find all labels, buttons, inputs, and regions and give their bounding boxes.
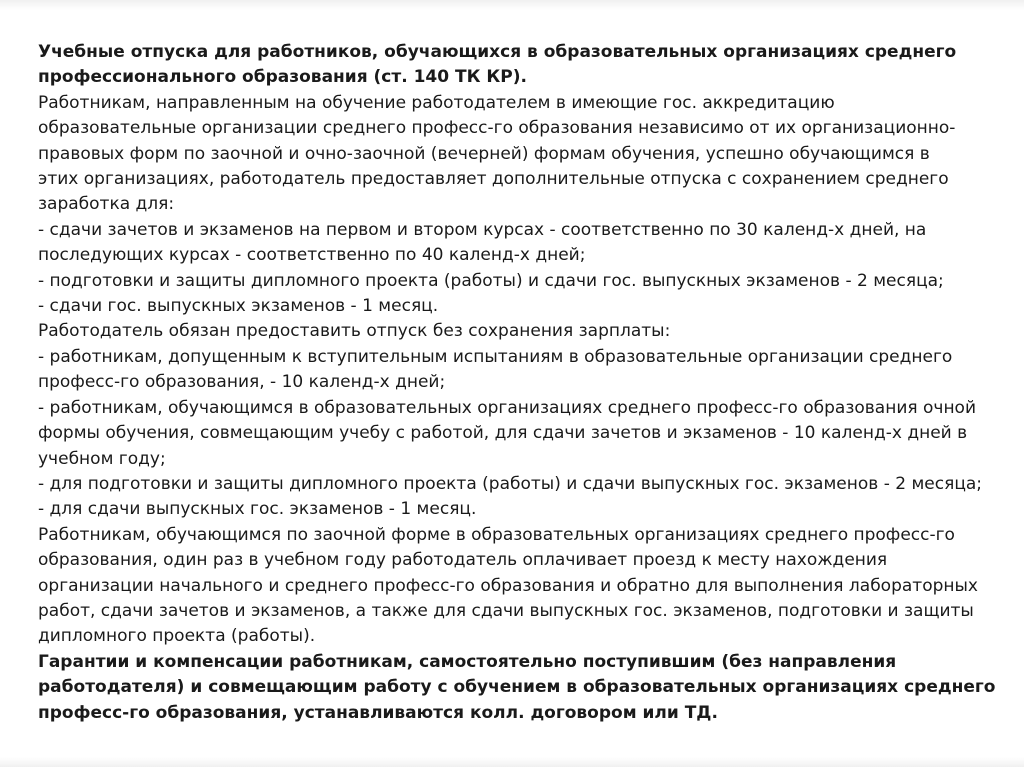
heading-line: Гарантии и компенсации работникам, самостоятельно поступившим (без направления — [38, 651, 897, 672]
text-line: работ, сдачи зачетов и экзаменов, а также для сдачи выпускных гос. экзаменов, подготовки и защиты — [38, 600, 974, 621]
text-line: - подготовки и защиты дипломного проекта (работы) и сдачи гос. выпускных экзаменов - 2 месяца; — [38, 270, 944, 291]
heading-line: профессионального образования (ст. 140 ТК КР). — [38, 67, 527, 88]
text-line: професс-го образования, - 10 календ-х дней; — [38, 372, 446, 393]
text-line: - для сдачи выпускных гос. экзаменов - 1 месяц. — [38, 499, 477, 520]
text-line: - работникам, допущенным к вступительным испытаниям в образовательные организации среднего — [38, 346, 953, 367]
text-line: Работникам, обучающимся по заочной форме в образовательных организациях среднего професс-го — [38, 524, 955, 545]
text-line: образования, один раз в учебном году работодатель оплачивает проезд к месту нахождения — [38, 550, 888, 571]
text-line: этих организациях, работодатель предоставляет дополнительные отпуска с сохранением среднего — [38, 169, 949, 190]
text-line: формы обучения, совмещающим учебу с работой, для сдачи зачетов и экзаменов - 10 календ-х дней в — [38, 423, 968, 444]
document-text-block — [38, 40, 998, 726]
heading-line: професс-го образования, устанавливаются колл. договором или ТД. — [38, 702, 718, 723]
text-line: Работникам, направленным на обучение работодателем в имеющие гос. аккредитацию — [38, 92, 835, 113]
heading-line: Учебные отпуска для работников, обучающихся в образовательных организациях среднего — [38, 42, 957, 62]
text-line: - сдачи гос. выпускных экзаменов - 1 месяц. — [38, 296, 439, 317]
text-line: заработка для: — [38, 194, 175, 215]
text-line: последующих курсах - соответственно по 40 календ-х дней; — [38, 245, 586, 266]
text-line: дипломного проекта (работы). — [38, 626, 316, 647]
text-line: - для подготовки и защиты дипломного проекта (работы) и сдачи выпускных гос. экзаменов - 2 месяца; — [38, 473, 983, 494]
text-line: образовательные организации среднего професс-го образования независимо от их организационно- — [38, 118, 956, 139]
text-line: - сдачи зачетов и экзаменов на первом и втором курсах - соответственно по 30 календ-х дней, на — [38, 219, 927, 240]
text-line: правовых форм по заочной и очно-заочной (вечерней) формам обучения, успешно обучающимся в — [38, 143, 930, 164]
top-edge-shadow — [0, 0, 1024, 10]
bottom-edge-shadow — [0, 757, 1024, 767]
text-line: Работодатель обязан предоставить отпуск без сохранения зарплаты: — [38, 321, 671, 342]
heading-line: работодателя) и совмещающим работу с обучением в образовательных организациях среднего — [38, 677, 996, 698]
text-line: организации начального и среднего професс-го образования и обратно для выполнения лабораторных — [38, 575, 978, 596]
text-line: учебном году; — [38, 448, 166, 469]
text-line: - работникам, обучающимся в образовательных организациях среднего професс-го образования очной — [38, 397, 977, 418]
